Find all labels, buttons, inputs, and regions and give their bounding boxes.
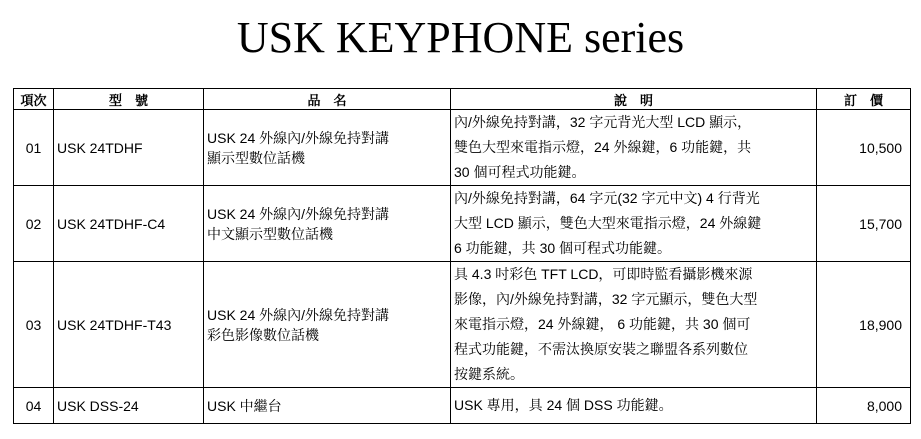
row-description-line: 按鍵系統。 — [454, 366, 524, 382]
row-index: 03 — [14, 262, 54, 388]
row-price: 8,000 — [817, 388, 911, 424]
row-description-line: 30 個可程式功能鍵。 — [454, 164, 586, 180]
row-name — [204, 388, 451, 424]
row-description — [451, 186, 817, 262]
table-row — [14, 388, 911, 424]
row-model: USK 24TDHF — [54, 110, 204, 186]
table-header-row — [14, 89, 911, 110]
row-description-line: 來電指示燈，24 外線鍵， 6 功能鍵，共 30 個可 — [454, 316, 751, 332]
row-description-line: 內/外線免持對講，32 字元背光大型 LCD 顯示， — [454, 114, 752, 130]
row-description-line: 程式功能鍵，不需汰換原安裝之聯盟各系列數位 — [454, 341, 748, 357]
row-description — [451, 262, 817, 388]
row-name-line: USK 24 外線內/外線免持對講 — [207, 129, 390, 146]
row-name — [204, 110, 451, 186]
row-description-line: 內/外線免持對講，64 字元(32 字元中文) 4 行背光 — [454, 190, 760, 206]
row-model: USK DSS-24 — [54, 388, 204, 424]
header-price: 訂 價 — [817, 89, 911, 110]
row-description-line: 具 4.3 吋彩色 TFT LCD，可即時監看攝影機來源 — [454, 266, 753, 282]
table-row — [14, 110, 911, 186]
header-model: 型 號 — [54, 89, 204, 110]
table-row — [14, 186, 911, 262]
row-description — [451, 110, 817, 186]
row-description-line: 6 功能鍵，共 30 個可程式功能鍵。 — [454, 240, 672, 256]
header-name: 品 名 — [204, 89, 451, 110]
row-description-line: 影像，內/外線免持對講，32 字元顯示，雙色大型 — [454, 291, 758, 307]
row-name-line: 顯示型數位話機 — [207, 149, 305, 166]
row-name — [204, 262, 451, 388]
row-model: USK 24TDHF-T43 — [54, 262, 204, 388]
row-index: 04 — [14, 388, 54, 424]
row-description-line: USK 專用，具 24 個 DSS 功能鍵。 — [454, 397, 673, 413]
page-title: USK KEYPHONE series — [236, 13, 685, 62]
row-description-line: 大型 LCD 顯示，雙色大型來電指示燈，24 外線鍵 — [454, 215, 762, 231]
row-name-line: USK 24 外線內/外線免持對講 — [207, 306, 390, 323]
row-description — [451, 388, 817, 424]
row-name-line: USK 中繼台 — [207, 397, 282, 414]
row-name-line: 中文顯示型數位話機 — [207, 225, 333, 242]
row-price: 10,500 — [817, 110, 911, 186]
row-index: 02 — [14, 186, 54, 262]
table-row — [14, 262, 911, 388]
row-index: 01 — [14, 110, 54, 186]
row-price: 18,900 — [817, 262, 911, 388]
row-name-line: 彩色影像數位話機 — [207, 326, 319, 343]
header-index: 項次 — [14, 89, 54, 110]
product-table — [13, 88, 911, 424]
row-description-line: 雙色大型來電指示燈，24 外線鍵，6 功能鍵，共 — [454, 139, 752, 155]
row-name-line: USK 24 外線內/外線免持對講 — [207, 205, 390, 222]
row-model: USK 24TDHF-C4 — [54, 186, 204, 262]
header-description: 說 明 — [451, 89, 817, 110]
row-name — [204, 186, 451, 262]
row-price: 15,700 — [817, 186, 911, 262]
